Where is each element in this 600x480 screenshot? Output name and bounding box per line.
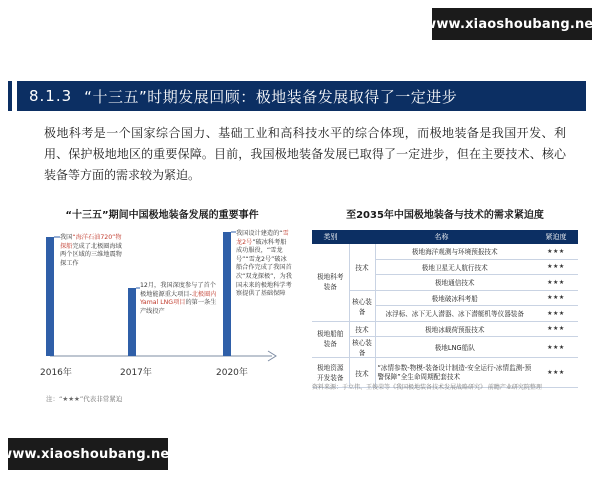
subcategory-cell: 技术: [349, 244, 375, 290]
category-cell: 极地科考装备: [312, 244, 349, 321]
table-row: [312, 337, 578, 358]
year-2017: 2017年: [120, 368, 152, 378]
section-number: 8.1.3: [29, 87, 73, 105]
intro-paragraph: 极地科考是一个国家综合国力、基础工业和高科技水平的综合体现，而极地装备是我国开发、利用、保护极地地区的重要保障。目前，我国极地装备发展已取得了一定进步，但在主要技术、核心装备等方面的需求较为紧迫。: [44, 126, 566, 182]
urgency-stars: ★★★: [534, 358, 578, 388]
subcategory-cell: 技术: [349, 358, 375, 388]
year-2016: 2016年: [40, 368, 72, 378]
event-2016-text-a: 我国: [60, 234, 73, 241]
table-header-row: [312, 230, 578, 244]
urgency-stars: ★★★: [534, 259, 578, 275]
item-name: 极地冰载荷预报技术: [375, 321, 534, 337]
table-row: [312, 290, 578, 306]
urgency-stars: ★★★: [534, 275, 578, 291]
item-name: 冰浮标、冰下无人潜器、冰下潜艇机等仪器装备: [375, 306, 534, 322]
category-cell: 极地资源开发装备: [312, 358, 349, 388]
item-name: “冰情参数-物模-装备设计制造-安全运行-冰情监测-预警保障”全生命周期配套技术: [375, 358, 534, 388]
demand-table: [312, 230, 578, 388]
item-name: 极地LNG船队: [375, 337, 534, 358]
timeline-panel: [40, 222, 294, 408]
urgency-stars: ★★★: [534, 306, 578, 322]
year-2020: 2020年: [216, 368, 248, 378]
event-2016-highlight: “海洋石油720”物探船: [60, 234, 122, 250]
event-2016-text-b: 完成了北极圈海域两个区域的三维地震物探工作: [60, 242, 122, 267]
event-2017-text-b: 的第一条生产线投产: [140, 299, 217, 315]
event-2020: [236, 230, 292, 299]
urgency-stars: ★★★: [534, 337, 578, 358]
header-name: 名称: [349, 230, 534, 244]
table-row: [312, 321, 578, 337]
subcategory-cell: 核心装备: [349, 337, 375, 358]
item-name: 极地通信技术: [375, 275, 534, 291]
event-2017: [140, 282, 218, 316]
item-name: 极地破冰科考船: [375, 290, 534, 306]
urgency-stars: ★★★: [534, 321, 578, 337]
event-2017-highlight: 北极圈内Yamal LNG项目: [140, 290, 217, 307]
event-2016: [60, 234, 126, 268]
table-source-note: 资料来源：于立伟、王俊荣等《我国极地装备技术发展战略研究》 前瞻产业研究院整理: [312, 384, 542, 391]
event-2020-text-b: ”破冰科考船成功服役，“雪龙号”“雪龙2号”破冰船合作完成了我国首次“双龙探极”，为我国未来的极地科学考察提供了基础保障: [236, 238, 292, 298]
event-2020-highlight: 雪龙2号: [236, 230, 289, 246]
timeline-title: “十三五”期间中国极地装备发展的重要事件: [65, 210, 259, 221]
item-name: 极地卫星无人航行技术: [375, 259, 534, 275]
timeline-bar-2016: [46, 237, 54, 356]
table-title: 至2035年中国极地装备与技术的需求紧迫度: [346, 210, 544, 221]
timeline-bar-2017: [128, 288, 136, 356]
timeline-bar-2020: [223, 232, 231, 356]
event-2017-text-a: 12月，我国深度参与了首个极地能源重大项目-: [140, 282, 216, 298]
header-category: 类别: [312, 230, 349, 244]
subcategory-cell: 核心装备: [349, 290, 375, 321]
urgency-stars: ★★★: [534, 244, 578, 259]
watermark-top: www.xiaoshoubang.net: [432, 8, 592, 40]
table-row: [312, 244, 578, 259]
event-2020-text-a: 我国设计建造的“: [236, 230, 283, 237]
section-banner: [12, 81, 586, 111]
timeline-legend-note: 注：“★★★”代表非常紧迫: [46, 395, 123, 403]
header-urgency: 紧迫度: [534, 230, 578, 244]
item-name: 极地海洋观测与环境预报技术: [375, 244, 534, 259]
section-title: “十三五”时期发展回顾：极地装备发展取得了一定进步: [84, 87, 458, 106]
category-cell: 极地船舶装备: [312, 321, 349, 358]
watermark-bottom: www.xiaoshoubang.net: [8, 438, 168, 470]
subcategory-cell: 技术: [349, 321, 375, 337]
urgency-stars: ★★★: [534, 290, 578, 306]
